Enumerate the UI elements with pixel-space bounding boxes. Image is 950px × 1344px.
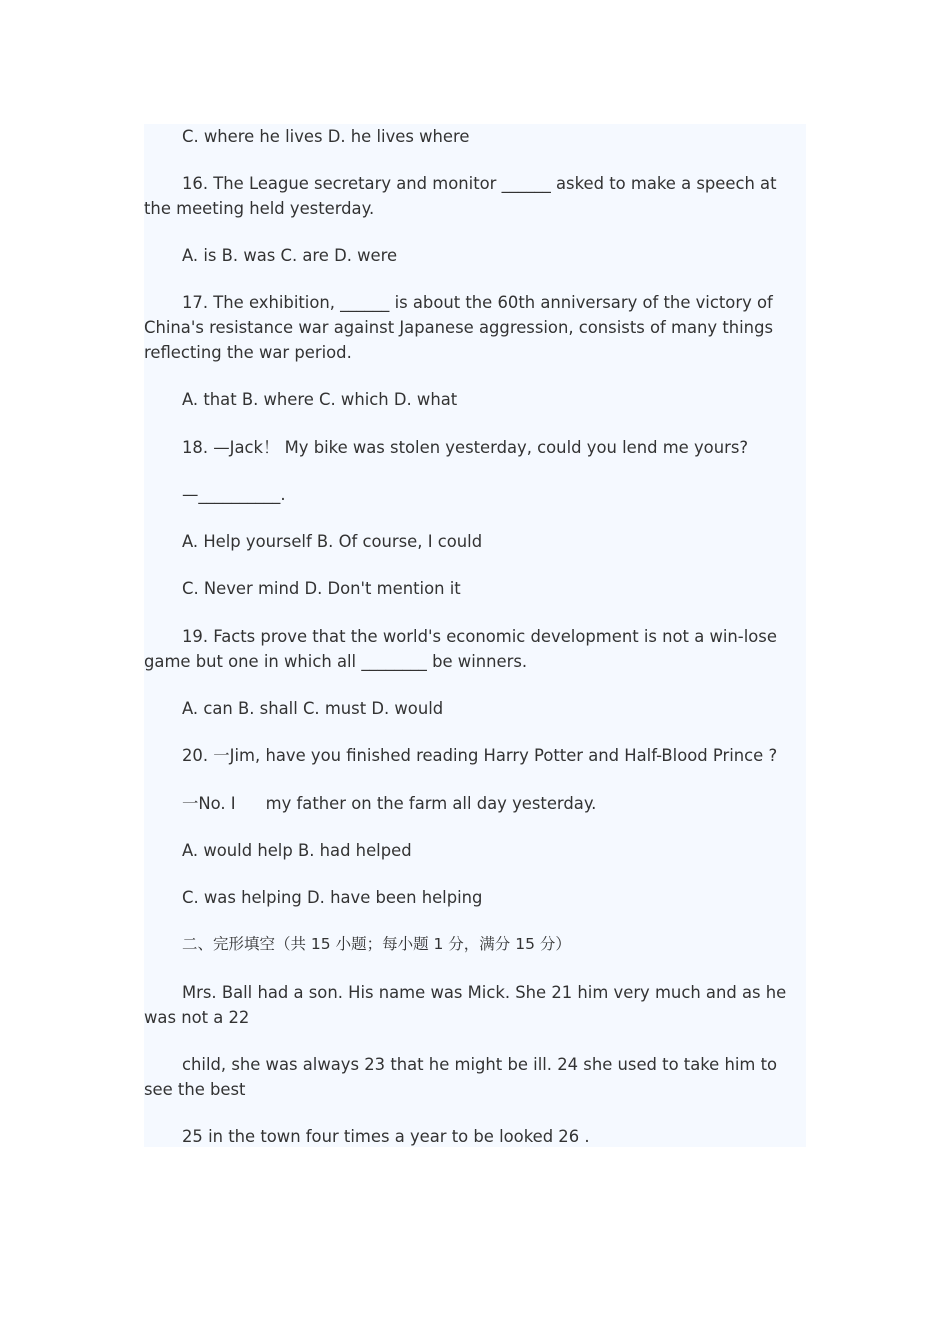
question-17: 17. The exhibition, ______ is about the 60th anniversary of the victory of China's resistance war against Japanese aggression, consists of many things reflecting the war period. bbox=[144, 293, 774, 362]
section-heading-cloze: 二、完形填空（共 15 小题；每小题 1 分，满分 15 分） bbox=[182, 935, 571, 953]
question-16: 16. The League secretary and monitor ______ asked to make a speech at the meeting held yesterday. bbox=[144, 174, 777, 218]
question-20: 20. 一Jim, have you finished reading Harry Potter and Half-Blood Prince ? bbox=[182, 746, 778, 765]
question-18-response: —__________. bbox=[182, 485, 286, 504]
question-20-response-before: 一No. I bbox=[182, 794, 236, 813]
options-19: A. can B. shall C. must D. would bbox=[182, 699, 444, 718]
options-20-cd: C. was helping D. have been helping bbox=[182, 888, 483, 907]
options-17: A. that B. where C. which D. what bbox=[182, 390, 458, 409]
question-19: 19. Facts prove that the world's economic development is not a win-lose game but one in which all ________ be winners. bbox=[144, 627, 777, 671]
cloze-passage-line-3: 25 in the town four times a year to be looked 26 . bbox=[182, 1127, 590, 1146]
document-page bbox=[144, 124, 806, 1147]
option-line-15-cd: C. where he lives D. he lives where bbox=[182, 127, 470, 146]
question-20-response-after: my father on the farm all day yesterday. bbox=[265, 794, 597, 813]
cloze-passage-line-1: Mrs. Ball had a son. His name was Mick. She 21 him very much and as he was not a 22 bbox=[144, 983, 787, 1027]
options-20-ab: A. would help B. had helped bbox=[182, 841, 412, 860]
options-16: A. is B. was C. are D. were bbox=[182, 246, 398, 265]
cloze-passage-line-2: child, she was always 23 that he might be ill. 24 she used to take him to see the best bbox=[144, 1055, 778, 1099]
question-20-response bbox=[144, 791, 806, 816]
options-18-ab: A. Help yourself B. Of course, I could bbox=[182, 532, 483, 551]
question-18: 18. —Jack！ My bike was stolen yesterday, could you lend me yours? bbox=[182, 438, 749, 457]
options-18-cd: C. Never mind D. Don't mention it bbox=[182, 579, 461, 598]
